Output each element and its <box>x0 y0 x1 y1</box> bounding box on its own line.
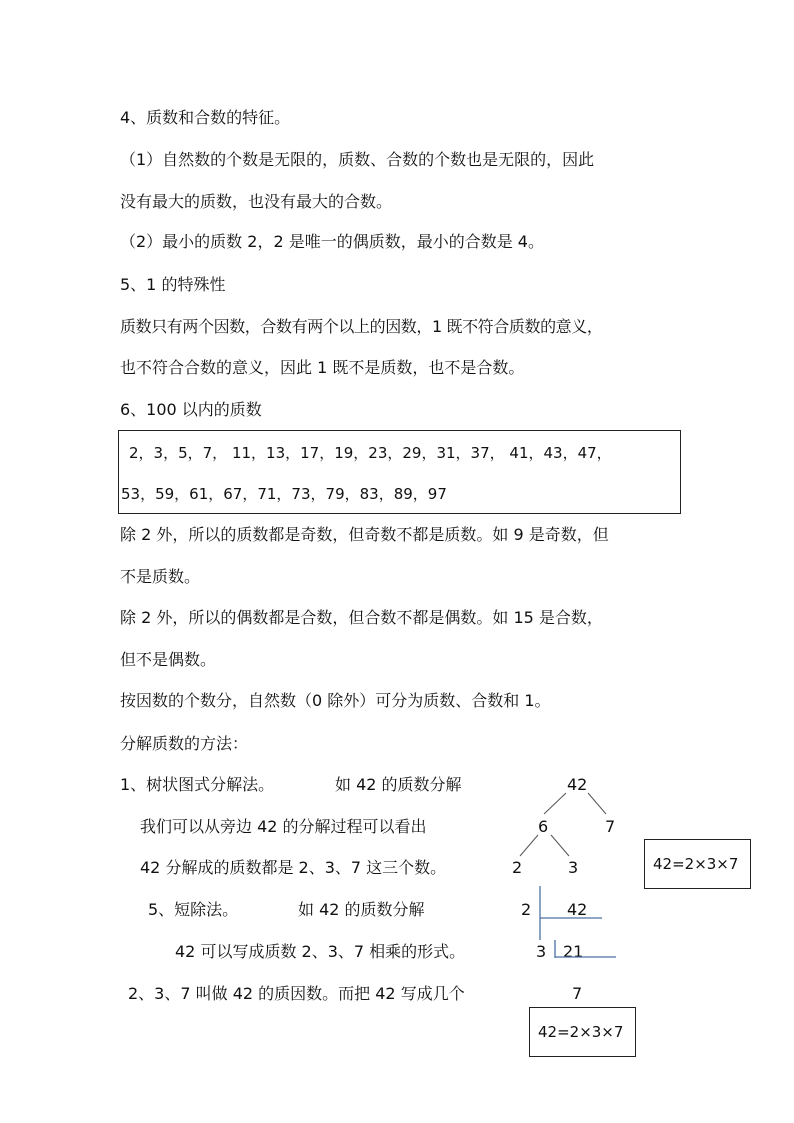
tree-leaf-right: 3 <box>568 858 579 877</box>
tree-result-box <box>644 839 751 889</box>
paragraph-4-line-1: 除 2 外，所以的质数都是奇数，但奇数不都是质数。如 9 是奇数，但 <box>120 525 609 544</box>
heading-5: 5、1 的特殊性 <box>120 275 226 294</box>
closing-text: 2、3、7 叫做 42 的质因数。而把 42 写成几个 <box>128 984 465 1003</box>
short-div-divisor-2: 3 <box>536 942 547 961</box>
paragraph-1-line-2: 没有最大的质数，也没有最大的合数。 <box>120 192 393 211</box>
paragraph-5-line-2: 但不是偶数。 <box>120 650 217 669</box>
primes-line-1: 2，3，5，7， 11，13，17，19，23，29，31，37， 41，43，47， <box>129 444 612 462</box>
tree-branch-right <box>588 793 606 814</box>
method-1-example: 如 42 的质数分解 <box>335 775 462 794</box>
method-2-example: 如 42 的质数分解 <box>298 900 425 919</box>
method-2-title: 5、短除法。 <box>148 900 239 919</box>
tree-result: 42=2×3×7 <box>653 855 739 873</box>
method-1-desc-1: 我们可以从旁边 42 的分解过程可以看出 <box>140 817 427 836</box>
short-div-number-1: 42 <box>567 900 588 919</box>
short-div-result: 42=2×3×7 <box>538 1023 624 1041</box>
method-1-title: 1、树状图式分解法。 <box>120 775 275 794</box>
paragraph-3-line-2: 也不符合合数的意义，因此 1 既不是质数，也不是合数。 <box>120 358 525 377</box>
paragraph-7: 分解质数的方法： <box>120 734 249 753</box>
paragraph-1-line-1: （1）自然数的个数是无限的，质数、合数的个数也是无限的，因此 <box>120 150 595 169</box>
method-1-desc-2: 42 分解成的质数都是 2、3、7 这三个数。 <box>140 858 447 877</box>
short-div-quotient: 7 <box>572 984 583 1003</box>
paragraph-2: （2）最小的质数 2，2 是唯一的偶质数，最小的合数是 4。 <box>120 232 544 251</box>
method-2-desc: 42 可以写成质数 2、3、7 相乘的形式。 <box>175 942 466 961</box>
tree-branch-left <box>544 793 566 814</box>
paragraph-6: 按因数的个数分，自然数（0 除外）可分为质数、合数和 1。 <box>120 691 551 710</box>
short-div-result-box <box>529 1007 636 1057</box>
short-div-number-2: 21 <box>563 942 584 961</box>
primes-line-2: 53，59，61，67，71，73，79，83，89，97 <box>121 485 447 503</box>
tree-leaf-left: 2 <box>512 858 523 877</box>
paragraph-5-line-1: 除 2 外，所以的偶数都是合数，但合数不都是偶数。如 15 是合数， <box>120 608 603 627</box>
tree-right: 7 <box>605 817 616 836</box>
tree-left: 6 <box>538 817 549 836</box>
short-div-divisor-1: 2 <box>521 900 532 919</box>
heading-6: 6、100 以内的质数 <box>120 400 262 419</box>
tree-branch-leaf-left <box>520 835 538 856</box>
paragraph-4-line-2: 不是质数。 <box>120 567 201 586</box>
paragraph-3-line-1: 质数只有两个因数，合数有两个以上的因数，1 既不符合质数的意义， <box>120 317 603 336</box>
tree-branch-leaf-right <box>551 835 569 856</box>
heading-4: 4、质数和合数的特征。 <box>120 108 291 127</box>
tree-root: 42 <box>567 775 588 794</box>
primes-box <box>118 430 681 514</box>
